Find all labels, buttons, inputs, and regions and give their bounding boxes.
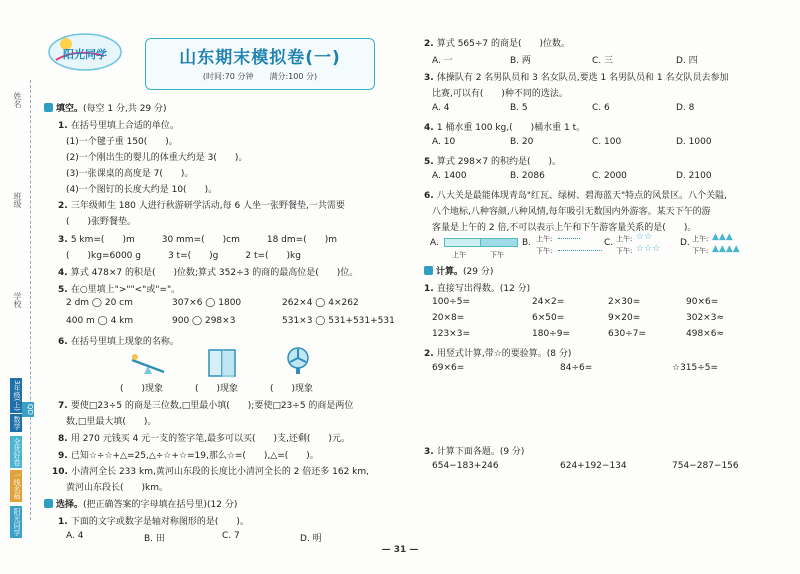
q1: 1. 在括号里填上合适的单位。 — [58, 121, 179, 131]
class-label: 班级 — [13, 192, 22, 208]
c6-d-am: 上午: — [692, 235, 709, 243]
section-choice: 选择。(把正确答案的字母填在括号里)(12 分) — [44, 497, 237, 510]
k1-cell: 2×30= — [608, 297, 641, 307]
k1-cell: 20×8= — [432, 313, 465, 323]
q7-a: 7. 要使□23÷5 的商是三位数,□里最小填( );要使□23÷5 的商是两位 — [58, 401, 354, 411]
badge-qd: QD — [22, 402, 34, 417]
c3-b: 比赛,可以有( )种不同的选法。 — [432, 89, 568, 99]
k3-item-2: 624+192−134 — [560, 461, 627, 471]
c6-c-pm: 下午: — [616, 247, 633, 255]
section-icon — [424, 266, 433, 275]
q2-b: ( )张野餐垫。 — [66, 217, 137, 227]
c4-opt-b: B. 20 — [510, 137, 534, 147]
q10-b: 黄河山东段长( )km。 — [66, 483, 169, 493]
c5-opt-d: D. 2100 — [676, 171, 712, 181]
k2-item-1: 69×6= — [432, 363, 465, 373]
c6-letter-d: D. — [680, 238, 690, 248]
c1-opt-c: C. 7 — [222, 531, 240, 541]
k3: 3. 计算下面各题。(9 分) — [424, 447, 525, 457]
page-subtitle: (时间:70 分钟 满分:100 分) — [202, 72, 318, 81]
k1-cell: 100÷5= — [432, 297, 470, 307]
c3-opt-c: C. 6 — [592, 103, 610, 113]
k3-item-1: 654−183+246 — [432, 461, 499, 471]
c2-opt-c: C. 三 — [592, 56, 614, 66]
binding-dashed-line — [30, 80, 31, 520]
c6-d-triangles-am: ▲▲▲ — [712, 232, 733, 242]
c4-opt-d: D. 1000 — [676, 137, 712, 147]
c2-opt-a: A. 一 — [432, 56, 453, 66]
c6-b-pm: 下午: — [536, 247, 553, 255]
q5-r1c1: 2 dm ◯ 20 cm — [66, 298, 133, 308]
k2-item-3: ☆315÷5= — [672, 363, 719, 373]
c6-c-am: 上午: — [616, 235, 633, 243]
c6-a: 6. 八大关是最能体现青岛"红瓦、绿树、碧海蓝天"特点的风景区。八个关隘, — [424, 191, 727, 201]
badge-subject: 数学 — [10, 414, 22, 432]
q5-r1c2: 307×6 ◯ 1800 — [172, 298, 242, 308]
c4-opt-a: A. 10 — [432, 137, 456, 147]
q9: 9. 已知☆÷☆+△=25,△÷☆+☆=19,那么☆=( ),△=( )。 — [58, 451, 319, 461]
c1-opt-d: D. 明 — [300, 534, 322, 544]
section-calc: 计算。(29 分) — [424, 264, 493, 277]
q5-r2c1: 400 m ◯ 4 km — [66, 316, 134, 326]
c6-letter-c: C. — [604, 238, 614, 248]
k1-cell: 302×3≈ — [686, 313, 724, 323]
q1-d: (4)一个图钉的长度大约是 10( )。 — [66, 185, 218, 195]
q10-a: 10. 小清河全长 233 km,黄河山东段的长度比小清河全长的 2 倍还多 162 km, — [52, 467, 370, 477]
k1-cell: 24×2= — [532, 297, 565, 307]
k1-cell: 180÷9= — [532, 329, 570, 339]
q5: 5. 在○里填上">""<"或"="。 — [58, 285, 181, 295]
sunshine-logo — [46, 30, 124, 74]
c6-a-am: 上午 — [452, 251, 466, 259]
q6-caption-1: ( )现象 — [120, 384, 164, 394]
c6-b-line-pm — [558, 250, 602, 251]
c6-c-stars-am: ☆☆ — [636, 232, 653, 242]
window-picture — [205, 348, 241, 378]
k1: 1. 直接写出得数。(12 分) — [424, 284, 531, 294]
section-fill-blank: 填空。(每空 1 分,共 29 分) — [44, 101, 167, 114]
q3-b: ( )kg=6000 g 3 t=( )g 2 t=( )kg — [66, 251, 301, 261]
c6-a-bar-am — [444, 238, 482, 247]
section-icon — [44, 499, 53, 508]
title-box — [145, 38, 375, 90]
c1: 1. 下面的文字或数字是轴对称图形的是( )。 — [58, 517, 249, 527]
q6-caption-2: ( )现象 — [195, 384, 239, 394]
c6-a-pm: 下午 — [490, 251, 504, 259]
c1-opt-b: B. 田 — [144, 534, 165, 544]
c5: 5. 算式 298×7 的积约是( )。 — [424, 157, 562, 167]
name-label: 姓名 — [13, 92, 22, 108]
q5-r2c2: 900 ◯ 298×3 — [172, 316, 236, 326]
k1-cell: 90×6= — [686, 297, 719, 307]
q1-a: (1)一个毽子重 150( )。 — [66, 137, 178, 147]
c3-a: 3. 体操队有 2 名男队员和 3 名女队员,要选 1 名男队员和 1 名女队员去参加 — [424, 73, 729, 83]
section-icon — [44, 103, 53, 112]
k1-cell: 630÷7= — [608, 329, 646, 339]
q2-a: 2. 三年级师生 180 人进行秋游研学活动,每 6 人坐一张野餐垫,一共需要 — [58, 201, 345, 211]
c6-b-line-am — [558, 238, 580, 239]
c6-a-bar-pm — [480, 238, 518, 247]
k2-item-2: 84÷6= — [560, 363, 593, 373]
c4: 4. 1 桶水重 100 kg,( )桶水重 1 t。 — [424, 123, 586, 133]
page-title: 山东期末模拟卷(一) — [179, 48, 341, 68]
sidebar-logo: 阳光同学 — [10, 506, 22, 538]
c6-c-stars-pm: ☆☆☆ — [636, 244, 661, 254]
c6-letter-b: B. — [522, 238, 532, 248]
q5-r1c3: 262×4 ◯ 4×262 — [282, 298, 359, 308]
k1-cell: 9×20= — [608, 313, 641, 323]
c1-opt-a: A. 4 — [66, 531, 84, 541]
k1-cell: 123×3= — [432, 329, 470, 339]
q4: 4. 算式 478×7 的积是( )位数;算式 352÷3 的商的最高位是( )位。 — [58, 268, 359, 278]
seesaw-picture — [130, 348, 166, 378]
c6-letter-a: A. — [430, 238, 439, 248]
c6-b: 八个地标,八种容颜,八种风情,每年吸引无数国内外游客。某天下午的游 — [432, 207, 711, 217]
q6: 6. 在括号里填上现象的名称。 — [58, 337, 179, 347]
c3-opt-a: A. 4 — [432, 103, 450, 113]
q8: 8. 用 270 元钱买 4 元一支的签字笔,最多可以买( )支,还剩( )元。 — [58, 434, 350, 444]
k2: 2. 用竖式计算,带☆的要验算。(8 分) — [424, 349, 572, 359]
k1-cell: 498×6≈ — [686, 329, 724, 339]
c3-opt-b: B. 5 — [510, 103, 528, 113]
q1-b: (2)一个刚出生的婴儿的体重大约是 3( )。 — [66, 153, 248, 163]
school-label: 学校 — [13, 292, 22, 308]
c3-opt-d: D. 8 — [676, 103, 695, 113]
c6-d-triangles-pm: ▲▲▲▲ — [712, 244, 740, 254]
binding-sidebar — [0, 0, 38, 574]
badge-good-paper: 全优好卷 — [10, 436, 22, 468]
k1-cell: 6×50= — [532, 313, 565, 323]
k3-item-3: 754−287−156 — [672, 461, 739, 471]
c2-opt-d: D. 四 — [676, 56, 698, 66]
c6-d-pm: 下午: — [692, 247, 709, 255]
c5-opt-a: A. 1400 — [432, 171, 467, 181]
c4-opt-c: C. 100 — [592, 137, 622, 147]
q7-b: 数,□里最大填( )。 — [66, 417, 157, 427]
q6-caption-3: ( )现象 — [270, 384, 314, 394]
logo-text: 阳光同学 — [63, 48, 107, 61]
c6-b-am: 上午: — [536, 235, 553, 243]
c6-c: 客量是上午的 2 倍,不可以表示上午和下午游客量关系的是( )。 — [432, 223, 697, 233]
q5-r2c3: 531×3 ◯ 531+531+531 — [282, 316, 395, 326]
q1-c: (3)一张课桌的高度是 7( )。 — [66, 169, 194, 179]
c2-opt-b: B. 两 — [510, 56, 531, 66]
page-number: — 31 — — [381, 545, 419, 555]
c5-opt-b: B. 2086 — [510, 171, 545, 181]
c2: 2. 算式 565÷7 的商是( )位数。 — [424, 39, 571, 49]
badge-grade: 3年级(上) — [10, 378, 22, 413]
c5-opt-c: C. 2000 — [592, 171, 627, 181]
badge-teacher: 一线名师 — [10, 470, 22, 502]
fan-picture — [280, 346, 316, 376]
q3-a: 3. 5 km=( )m 30 mm=( )cm 18 dm=( )m — [58, 235, 337, 245]
